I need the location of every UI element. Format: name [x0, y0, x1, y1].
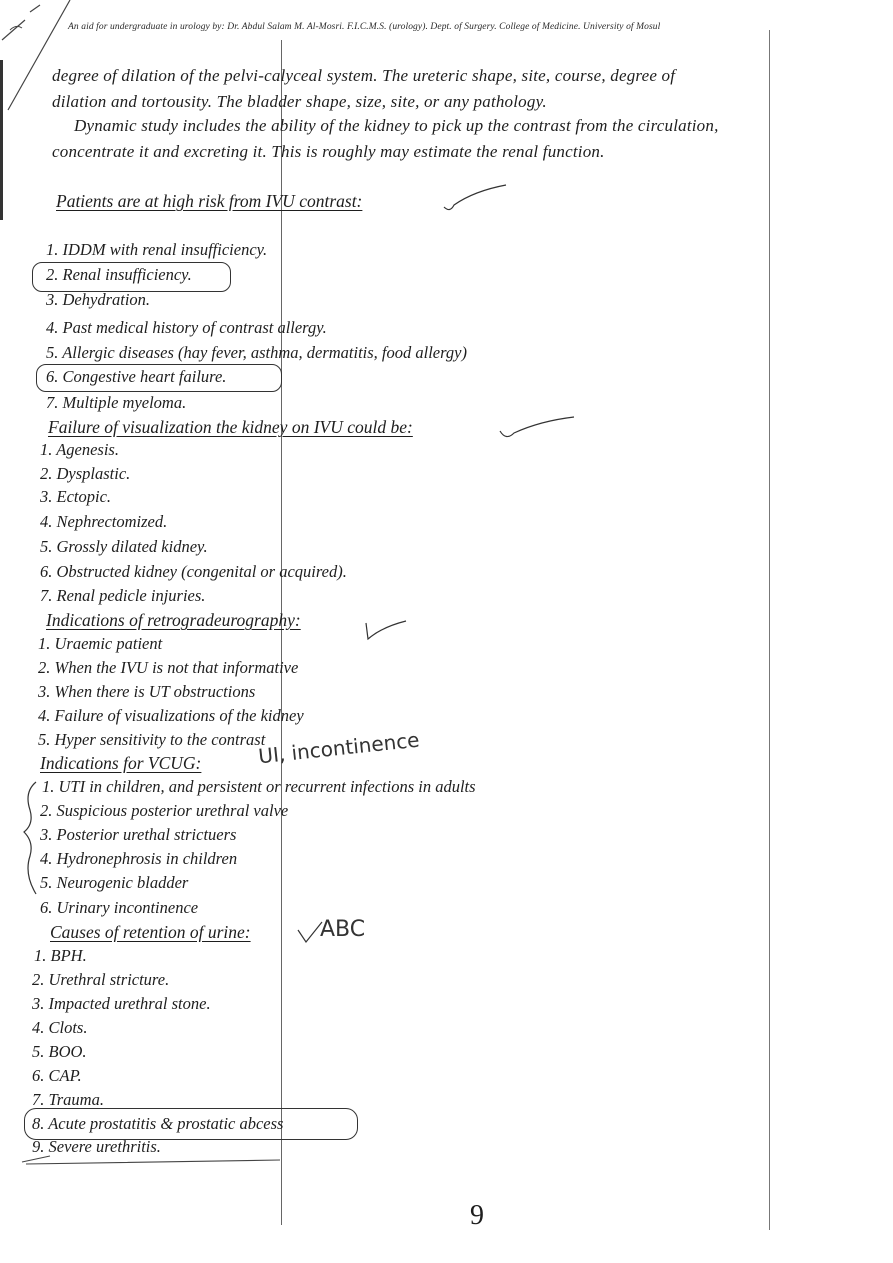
highlight-circle: [36, 364, 282, 392]
risk-item-5: 5. Allergic diseases (hay fever, asthma, dermatitis, food allergy): [46, 343, 467, 362]
fold-line-left: [281, 40, 282, 1225]
retention-item-9: 9. Severe urethritis.: [32, 1137, 161, 1156]
check-mark: [440, 183, 510, 219]
vcug-heading: Indications for VCUG:: [40, 753, 202, 773]
retention-item-4: 4. Clots.: [32, 1018, 88, 1037]
retro-item-3: 3. When there is UT obstructions: [38, 682, 256, 701]
retro-item-2: 2. When the IVU is not that informative: [38, 658, 299, 677]
handwritten-note: ABC: [320, 917, 366, 942]
failure-item-4: 4. Nephrectomized.: [40, 512, 168, 531]
retention-item-7: 7. Trauma.: [32, 1090, 104, 1109]
vcug-item-3: 3. Posterior urethal strictuers: [40, 825, 237, 844]
retro-item-5: 5. Hyper sensitivity to the contrast: [38, 730, 266, 749]
retention-item-6: 6. CAP.: [32, 1066, 82, 1085]
failure-item-1: 1. Agenesis.: [40, 440, 119, 459]
check-mark: [497, 413, 577, 443]
failure-heading: Failure of visualization the kidney on IVU could be:: [48, 417, 413, 437]
failure-item-6: 6. Obstructed kidney (congenital or acquired).: [40, 562, 347, 581]
retention-item-1: 1. BPH.: [34, 946, 87, 965]
intro-line-3: Dynamic study includes the ability of the kidney to pick up the contrast from the circulation,: [74, 116, 719, 135]
check-mark: [362, 615, 410, 643]
brace-mark: [22, 778, 40, 898]
underline-stroke: [20, 1152, 290, 1168]
vcug-item-1: 1. UTI in children, and persistent or recurrent infections in adults: [42, 777, 476, 796]
highlight-circle: [24, 1108, 358, 1140]
risk-item-3: 3. Dehydration.: [46, 290, 151, 309]
header-citation: An aid for undergraduate in urology by: Dr. Abdul Salam M. Al-Mosri. F.I.C.M.S. (urology). Dept. of Surgery. College of Medicine. University of Mosul: [68, 22, 661, 32]
retention-item-2: 2. Urethral stricture.: [32, 970, 170, 989]
risk-item-1: 1. IDDM with renal insufficiency.: [46, 240, 268, 259]
risk-item-2: 2. Renal insufficiency.: [46, 265, 192, 284]
risk-item-6: 6. Congestive heart failure.: [46, 367, 227, 386]
failure-item-3: 3. Ectopic.: [40, 487, 112, 506]
failure-item-2: 2. Dysplastic.: [40, 464, 131, 483]
vcug-item-4: 4. Hydronephrosis in children: [40, 849, 238, 868]
retro-item-1: 1. Uraemic patient: [38, 634, 163, 653]
failure-item-7: 7. Renal pedicle injuries.: [40, 586, 206, 605]
retention-item-5: 5. BOO.: [32, 1042, 87, 1061]
vcug-item-2: 2. Suspicious posterior urethral valve: [40, 801, 289, 820]
intro-line-1: degree of dilation of the pelvi-calyceal system. The ureteric shape, site, course, degree of: [52, 66, 676, 85]
retention-heading: Causes of retention of urine:: [50, 922, 251, 942]
highlight-circle: [32, 262, 231, 292]
retro-heading: Indications of retrogradeurography:: [46, 610, 301, 630]
intro-line-4: concentrate it and excreting it. This is roughly may estimate the renal function.: [52, 142, 605, 161]
risk-item-4: 4. Past medical history of contrast allergy.: [46, 318, 327, 337]
vcug-item-5: 5. Neurogenic bladder: [40, 873, 189, 892]
fold-line-right: [769, 30, 770, 1230]
retention-item-8: 8. Acute prostatitis & prostatic abcess: [32, 1114, 284, 1133]
failure-item-5: 5. Grossly dilated kidney.: [40, 537, 208, 556]
risk-heading: Patients are at high risk from IVU contrast:: [56, 191, 363, 211]
intro-line-2: dilation and tortousity. The bladder shape, size, site, or any pathology.: [52, 92, 547, 111]
retro-item-4: 4. Failure of visualizations of the kidney: [38, 706, 304, 725]
retention-item-3: 3. Impacted urethral stone.: [32, 994, 211, 1013]
page-number: 9: [470, 1200, 484, 1231]
vcug-item-6: 6. Urinary incontinence: [40, 898, 199, 917]
risk-item-7: 7. Multiple myeloma.: [46, 393, 187, 412]
handwritten-note: UI, incontinence: [257, 727, 421, 769]
